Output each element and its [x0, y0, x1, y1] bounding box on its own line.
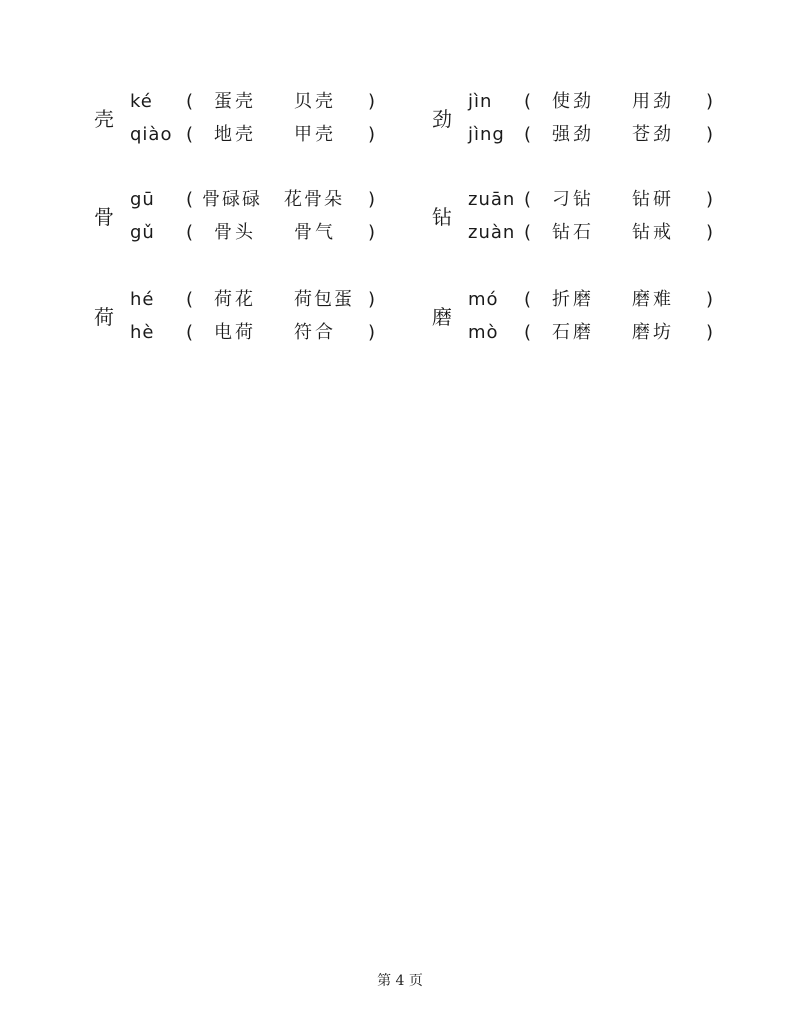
paren-open: (	[524, 189, 532, 210]
reading-row	[130, 217, 470, 249]
paren-close: )	[368, 322, 376, 343]
word: 骨气	[294, 222, 336, 243]
word: 符合	[294, 322, 336, 343]
paren-close: )	[706, 222, 714, 243]
headword: 磨	[432, 305, 452, 329]
reading-row	[468, 184, 800, 216]
pinyin: jìng	[468, 124, 505, 145]
word: 石磨	[552, 322, 594, 343]
paren-open: (	[186, 289, 194, 310]
word: 贝壳	[294, 91, 336, 112]
pinyin: jìn	[468, 91, 493, 112]
paren-open: (	[524, 289, 532, 310]
pinyin: ké	[130, 91, 153, 112]
reading-row	[468, 86, 800, 118]
headword: 劲	[432, 107, 452, 131]
word: 用劲	[632, 91, 674, 112]
pinyin: qiào	[130, 124, 173, 145]
headword: 钻	[432, 205, 452, 229]
word: 骨头	[214, 222, 256, 243]
word: 花骨朵	[284, 189, 344, 210]
paren-close: )	[706, 91, 714, 112]
paren-close: )	[368, 222, 376, 243]
word: 骨碌碌	[202, 189, 262, 210]
pinyin: gǔ	[130, 222, 155, 243]
reading-row	[130, 317, 470, 349]
word: 磨坊	[632, 322, 674, 343]
reading-row	[130, 86, 470, 118]
pinyin: mó	[468, 289, 499, 310]
paren-open: (	[186, 322, 194, 343]
pinyin: zuān	[468, 189, 516, 210]
reading-row	[468, 217, 800, 249]
word: 钻戒	[632, 222, 674, 243]
paren-open: (	[186, 189, 194, 210]
word: 强劲	[552, 124, 594, 145]
word: 地壳	[214, 124, 256, 145]
word: 磨难	[632, 289, 674, 310]
word: 荷包蛋	[294, 289, 354, 310]
pinyin: mò	[468, 322, 499, 343]
paren-close: )	[368, 289, 376, 310]
pinyin: gū	[130, 189, 155, 210]
paren-close: )	[706, 289, 714, 310]
pinyin: zuàn	[468, 222, 516, 243]
word: 刁钻	[552, 189, 594, 210]
pinyin: hé	[130, 289, 155, 310]
reading-row	[130, 284, 470, 316]
paren-open: (	[524, 322, 532, 343]
reading-row	[130, 119, 470, 151]
reading-row	[468, 317, 800, 349]
reading-row	[130, 184, 470, 216]
reading-row	[468, 284, 800, 316]
paren-close: )	[368, 91, 376, 112]
paren-close: )	[368, 124, 376, 145]
word: 折磨	[552, 289, 594, 310]
word: 荷花	[214, 289, 256, 310]
paren-close: )	[706, 124, 714, 145]
paren-open: (	[186, 124, 194, 145]
paren-open: (	[524, 124, 532, 145]
word: 使劲	[552, 91, 594, 112]
headword: 骨	[94, 205, 114, 229]
paren-close: )	[706, 189, 714, 210]
headword: 壳	[94, 107, 114, 131]
word: 电荷	[214, 322, 256, 343]
word: 钻研	[632, 189, 674, 210]
paren-open: (	[524, 222, 532, 243]
paren-open: (	[186, 222, 194, 243]
word: 甲壳	[294, 124, 336, 145]
paren-open: (	[524, 91, 532, 112]
paren-open: (	[186, 91, 194, 112]
pinyin: hè	[130, 322, 155, 343]
paren-close: )	[368, 189, 376, 210]
reading-row	[468, 119, 800, 151]
word: 苍劲	[632, 124, 674, 145]
word: 蛋壳	[214, 91, 256, 112]
paren-close: )	[706, 322, 714, 343]
page-number: 第 4 页	[377, 973, 423, 989]
word: 钻石	[552, 222, 594, 243]
headword: 荷	[94, 305, 114, 329]
